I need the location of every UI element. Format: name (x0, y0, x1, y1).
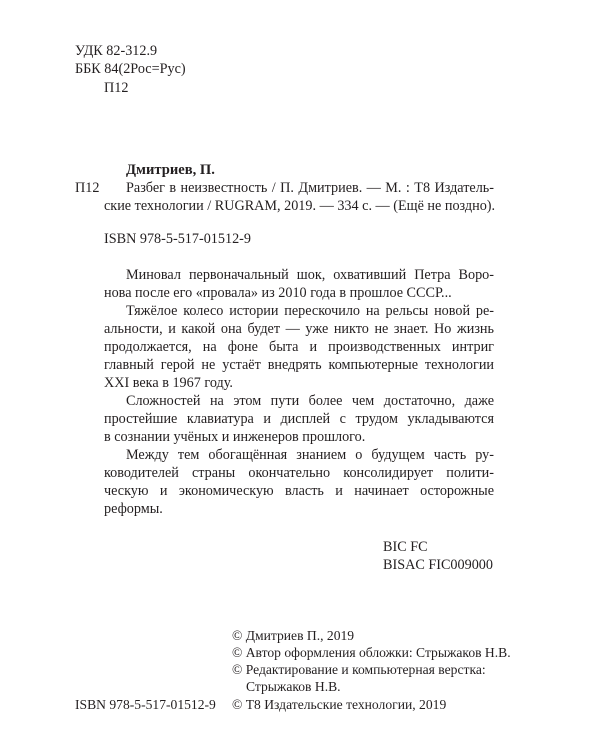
bisac-code: BISAC FIC009000 (383, 557, 493, 573)
side-code: П12 (75, 180, 100, 196)
annotation-line: ководителей страны окончательно консолидирует полити- (104, 465, 494, 481)
isbn-footer: ISBN 978-5-517-01512-9 (75, 697, 216, 712)
annotation-line: реформы. (104, 501, 163, 517)
bbk-code: ББК 84(2Рос=Рус) (75, 61, 186, 77)
annotation-line: нова после его «провала» из 2010 года в прошлое СССР... (104, 285, 452, 301)
copyright-line: © Редактирование и компьютерная верстка: (232, 662, 486, 677)
annotation-line: Тяжёлое колесо истории перескочило на рельсы новой ре- (126, 303, 494, 319)
copyright-line: © Автор оформления обложки: Стрыжаков Н.В. (232, 645, 511, 660)
annotation-line: главный герой не устаёт внедрять компьютерные технологии (104, 357, 494, 373)
isbn-record: ISBN 978-5-517-01512-9 (104, 231, 251, 247)
copyright-line: © Дмитриев П., 2019 (232, 628, 355, 643)
udk-code: УДК 82-312.9 (75, 43, 158, 59)
annotation-line: в сознании учёных и инженеров прошлого. (104, 429, 366, 445)
bic-code: BIC FC (383, 539, 428, 555)
description-line: Разбег в неизвестность / П. Дмитриев. — М. : Т8 Издатель- (126, 180, 494, 196)
description-line: ские технологии / RUGRAM, 2019. — 334 с. — (Ещё не поздно). (104, 198, 496, 214)
annotation-line: Между тем обогащённая знанием о будущем часть ру- (126, 447, 494, 463)
annotation-line: альности, и какой она будет — уже никто не знает. Но жизнь (104, 321, 494, 337)
annotation-line: XXI века в 1967 году. (104, 375, 233, 391)
author-mark: П12 (104, 80, 129, 96)
copyright-line: Стрыжаков Н.В. (246, 679, 341, 694)
annotation-line: ческую и экономическую власть и начинает осторожные (104, 483, 494, 499)
annotation-line: Миновал первоначальный шок, охвативший Петра Воро- (126, 267, 494, 283)
annotation-line: продолжается, на фоне быта и производственных интриг (104, 339, 494, 355)
annotation-line: Сложностей на этом пути более чем достаточно, даже (126, 393, 494, 409)
author-heading: Дмитриев, П. (126, 162, 215, 178)
copyright-line: © Т8 Издательские технологии, 2019 (232, 697, 447, 712)
annotation-line: простейшие клавиатура и дисплей с трудом укладываются (104, 411, 494, 427)
